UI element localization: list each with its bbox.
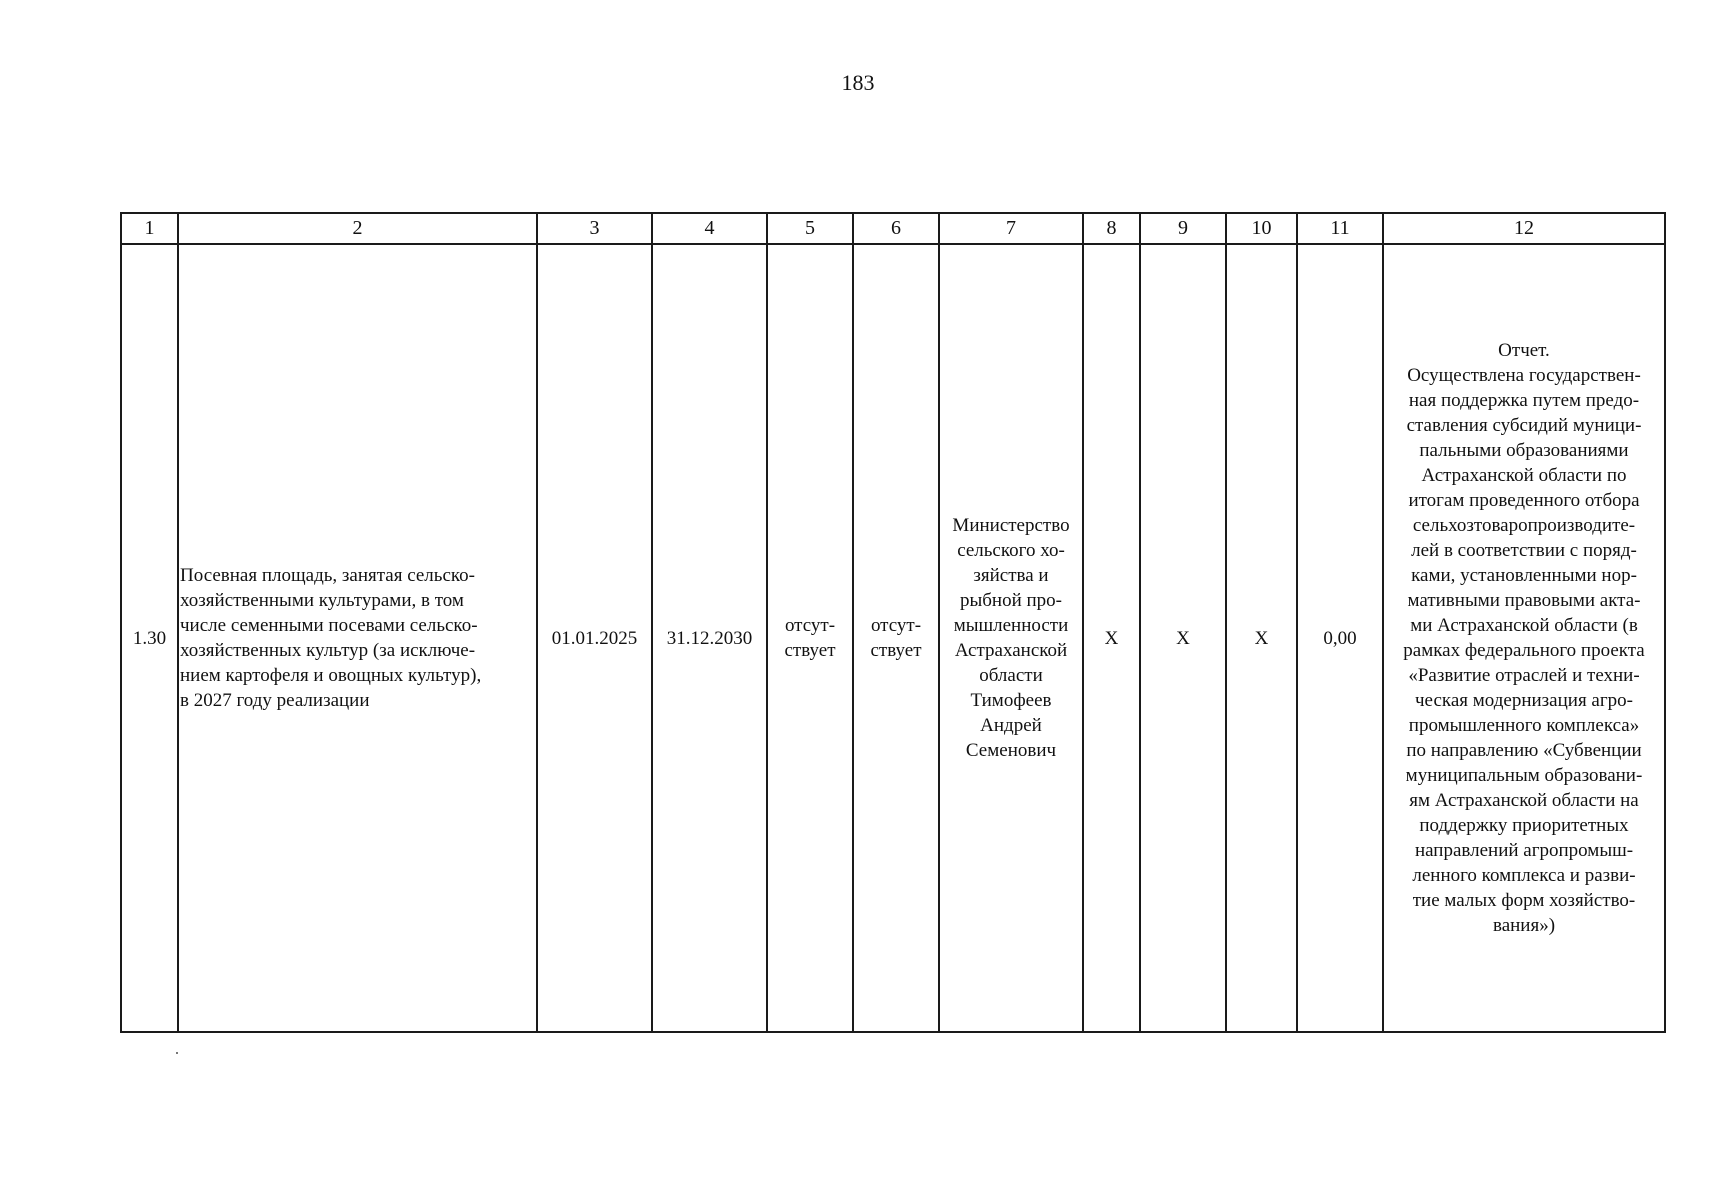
header-cell: 9 — [1140, 213, 1226, 244]
col5-value: отсут- ствует — [784, 615, 836, 661]
responsible-cell — [939, 244, 1083, 1032]
col6-cell — [853, 244, 939, 1032]
header-cell: 11 — [1297, 213, 1383, 244]
header-cell: 2 — [178, 213, 537, 244]
header-cell: 12 — [1383, 213, 1665, 244]
col11-value: 0,00 — [1297, 244, 1383, 1032]
header-cell: 6 — [853, 213, 939, 244]
col6-value: отсут- ствует — [870, 615, 922, 661]
header-cell: 1 — [121, 213, 178, 244]
end-date: 31.12.2030 — [652, 244, 767, 1032]
indicator-name-cell — [178, 244, 537, 1032]
col9-value: Х — [1140, 244, 1226, 1032]
col5-cell — [767, 244, 853, 1032]
header-cell: 8 — [1083, 213, 1140, 244]
report-cell — [1383, 244, 1665, 1032]
table-header-row — [121, 213, 1665, 244]
header-cell: 3 — [537, 213, 652, 244]
header-cell: 10 — [1226, 213, 1297, 244]
col8-value: Х — [1083, 244, 1140, 1032]
page-number: 183 — [841, 70, 875, 95]
table-row — [121, 244, 1665, 1032]
report-table — [120, 212, 1666, 1033]
report-text: Отчет. Осуществлена государствен- ная поддержка путем предо- ставления субсидий муници- пальными образованиями Астраханской области по итогам проведенного отбора сельхозтоваропроизводите- лей в соответствии с поряд- ками, установленными нор- мативными правовыми акта- ми Астраханской области (в рамках федерального проекта «Развитие отраслей и техни- ческая модернизация агро- промышленного комплекса» по направлению «Субвенции муниципальным образовани- ям Астраханской области на поддержку приоритетных направлений агропромыш- ленного комплекса и разви- тие малых форм хозяйство- вания») — [1403, 340, 1645, 936]
scan-speck — [176, 1052, 178, 1054]
col10-value: Х — [1226, 244, 1297, 1032]
header-cell: 4 — [652, 213, 767, 244]
header-cell: 5 — [767, 213, 853, 244]
row-number: 1.30 — [121, 244, 178, 1032]
start-date: 01.01.2025 — [537, 244, 652, 1032]
indicator-name: Посевная площадь, занятая сельско- хозяйственными культурами, в том числе семенными посевами сельско- хозяйственных культур (за исключе- нием картофеля и овощных культур), в 2027 году реализации — [180, 565, 482, 711]
responsible-person: Министерство сельского хо- зяйства и рыбной про- мышленности Астраханской области Тимофеев Андрей Семенович — [952, 515, 1070, 761]
header-cell: 7 — [939, 213, 1083, 244]
